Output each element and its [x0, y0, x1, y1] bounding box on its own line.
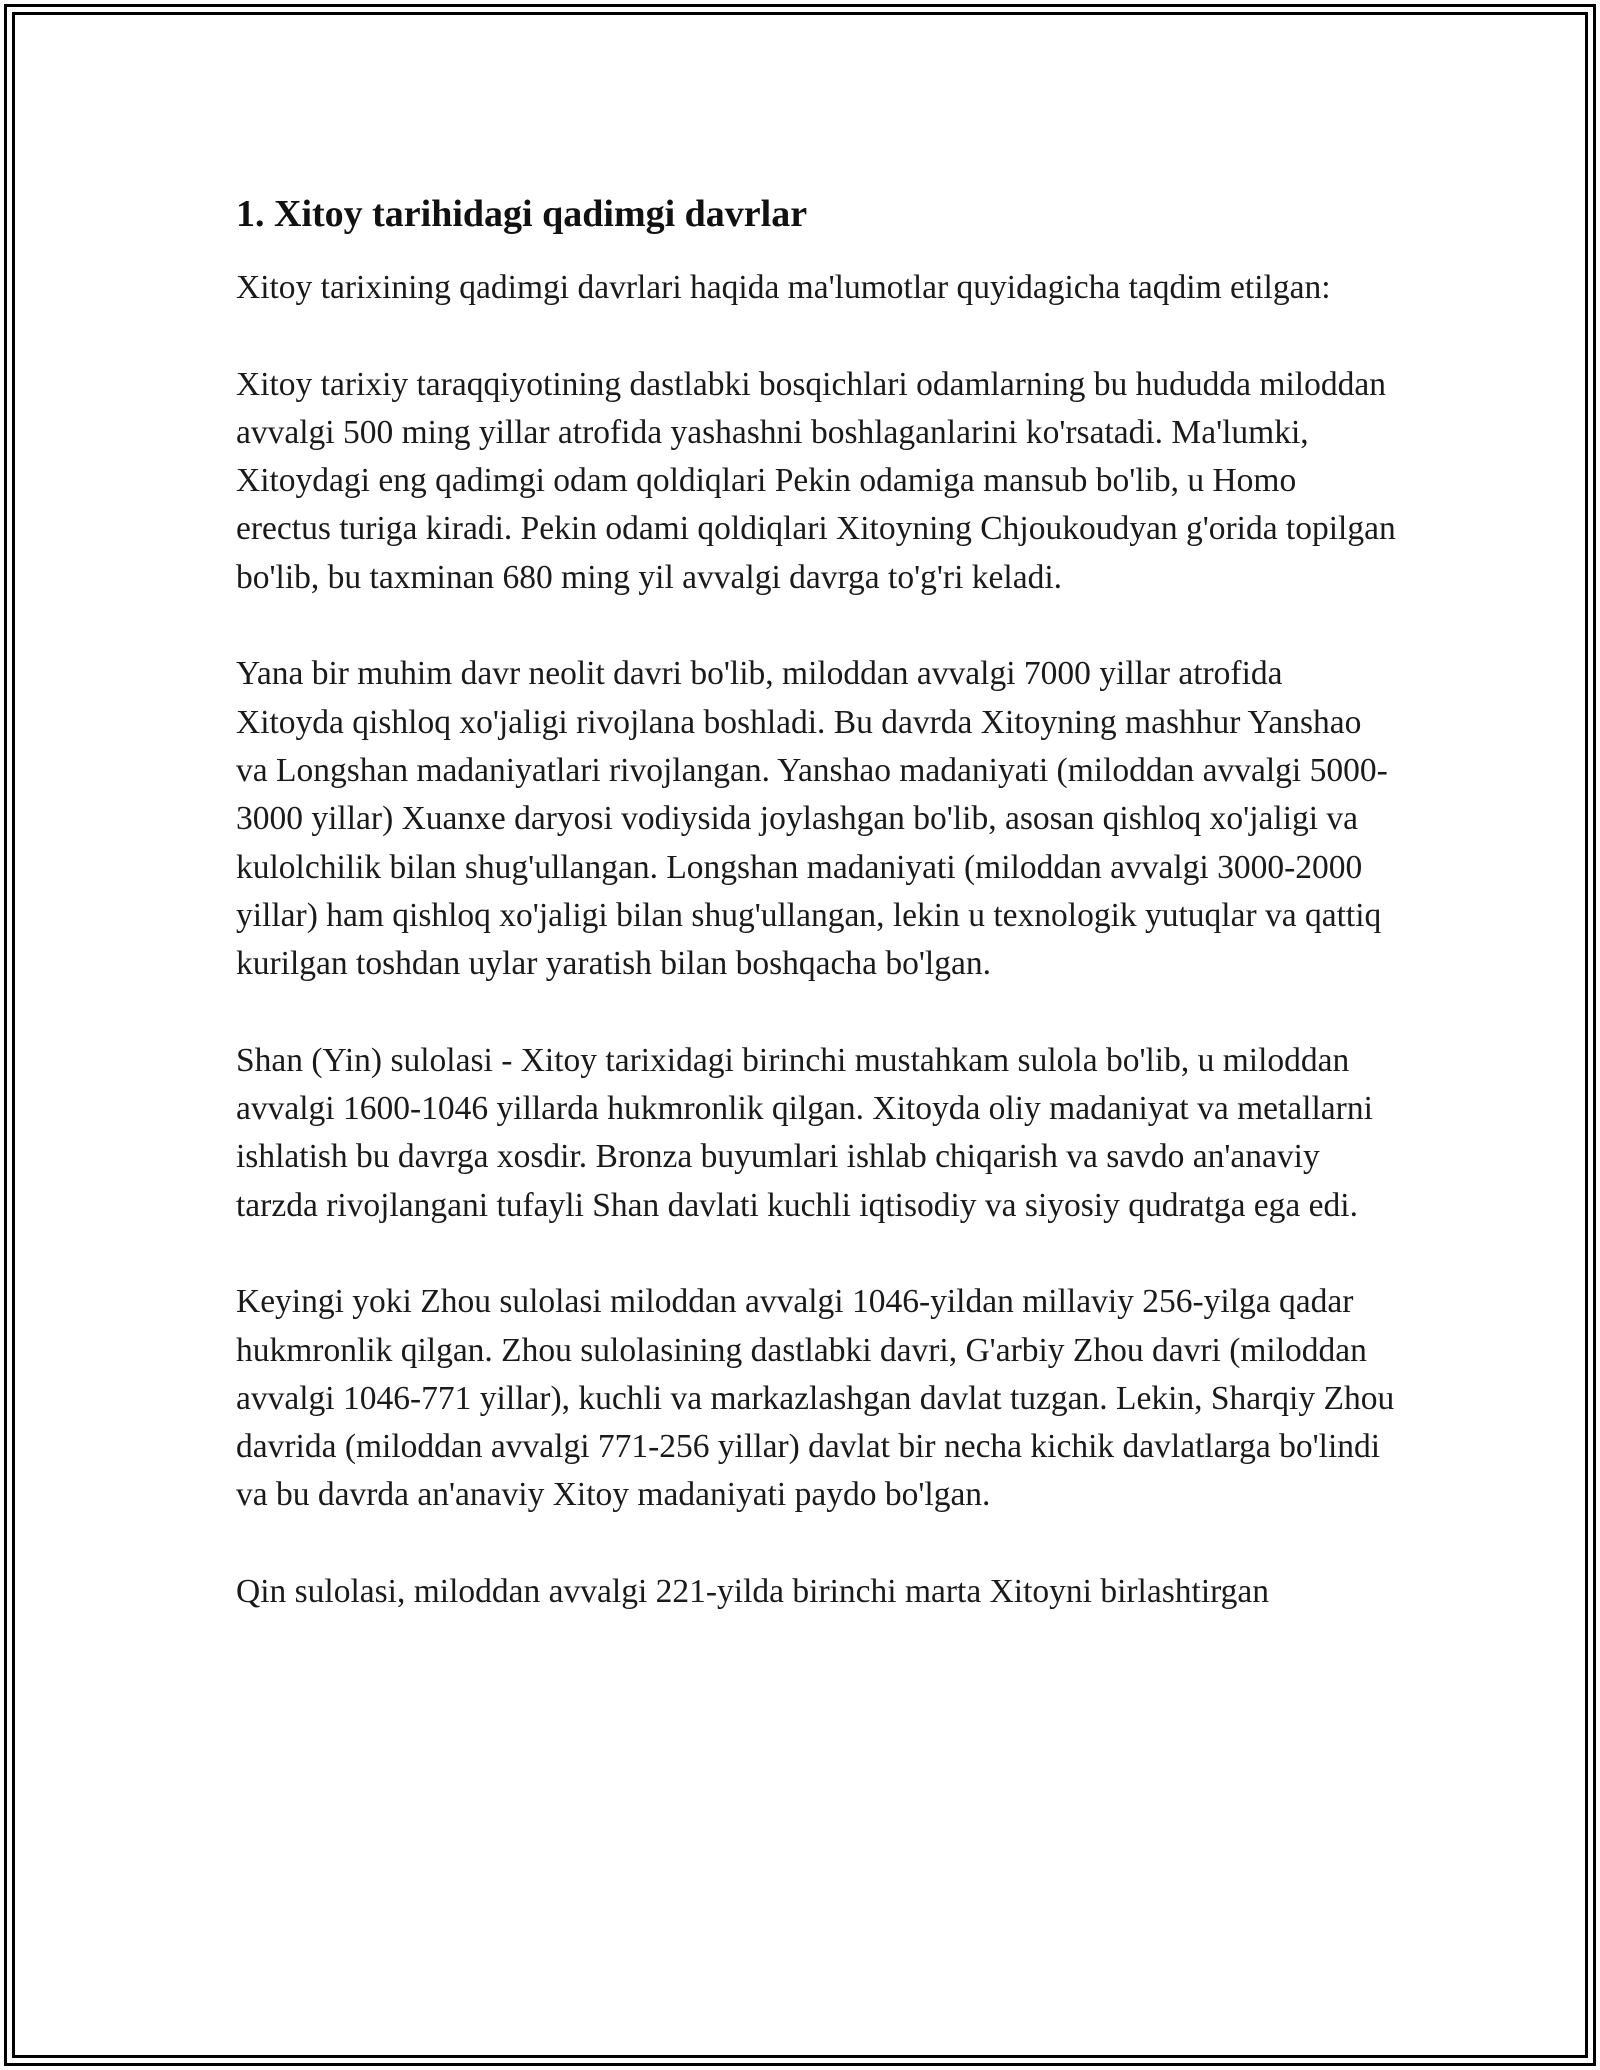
paragraph-intro: Xitoy tarixining qadimgi davrlari haqida ma'lumotlar quyidagicha taqdim etilgan: — [236, 269, 1331, 306]
paragraph-neolithic: Yana bir muhim davr neolit davri bo'lib, miloddan avvalgi 7000 yillar atrofida Xitoyda qishloq xo'jaligi rivojlana boshladi. Bu davrda Xitoyning mashhur Yanshao va Longshan madaniyatlari rivojlangan. Yanshao madaniyati (miloddan avvalgi 5000-3000 yillar) Xuanxe daryosi vodiysida joylashgan bo'lib, asosan qishloq xo'jaligi va kulolchilik bilan shug'ullangan. Longshan madaniyati (miloddan avvalgi 3000-2000 yillar) ham qishloq xo'jaligi bilan shug'ullangan, lekin u texnologik yutuqlar va qattiq kurilgan toshdan uylar yaratish bilan boshqacha bo'lgan. — [236, 655, 1388, 983]
paragraph-qin-dynasty: Qin sulolasi, miloddan avvalgi 221-yilda birinchi marta Xitoyni birlashtirgan — [236, 1573, 1270, 1611]
section-heading: 1. Xitoy tarihidagi qadimgi davrlar — [236, 193, 808, 235]
paragraph-zhou-dynasty: Keyingi yoki Zhou sulolasi miloddan avvalgi 1046-yildan millaviy 256-yilga qadar hukmronlik qilgan. Zhou sulolasining dastlabki davri, G'arbiy Zhou davri (miloddan avvalgi 1046-771 yillar), kuchli va markazlashgan davlat tuzgan. Lekin, Sharqiy Zhou davrida (miloddan avvalgi 771-256 yillar) davlat bir necha kichik davlatlarga bo'lindi va bu davrda an'anaviy Xitoy madaniyati paydo bo'lgan. — [236, 1283, 1395, 1514]
document-body — [236, 190, 1396, 1665]
paragraph-shang-dynasty: Shan (Yin) sulolasi - Xitoy tarixidagi birinchi mustahkam sulola bo'lib, u miloddan avvalgi 1600-1046 yillarda hukmronlik qilgan. Xitoyda oliy madaniyat va metallarni ishlatish bu davrga xosdir. Bronza buyumlari ishlab chiqarish va savdo an'anaviy tarzda rivojlangani tufayli Shan davlati kuchli iqtisodiy va siyosiy qudratga ega edi. — [236, 1041, 1373, 1224]
paragraph-early-humans: Xitoy tarixiy taraqqiyotining dastlabki bosqichlari odamlarning bu hududda miloddan avvalgi 500 ming yillar atrofida yashashni boshlaganlarini ko'rsatadi. Ma'lumki, Xitoydagi eng qadimgi odam qoldiqlari Pekin odamiga mansub bo'lib, u Homo erectus turiga kiradi. Pekin odami qoldiqlari Xitoyning Chjoukoudyan g'orida topilgan bo'lib, bu taxminan 680 ming yil avvalgi davrga to'g'ri keladi. — [236, 365, 1396, 596]
